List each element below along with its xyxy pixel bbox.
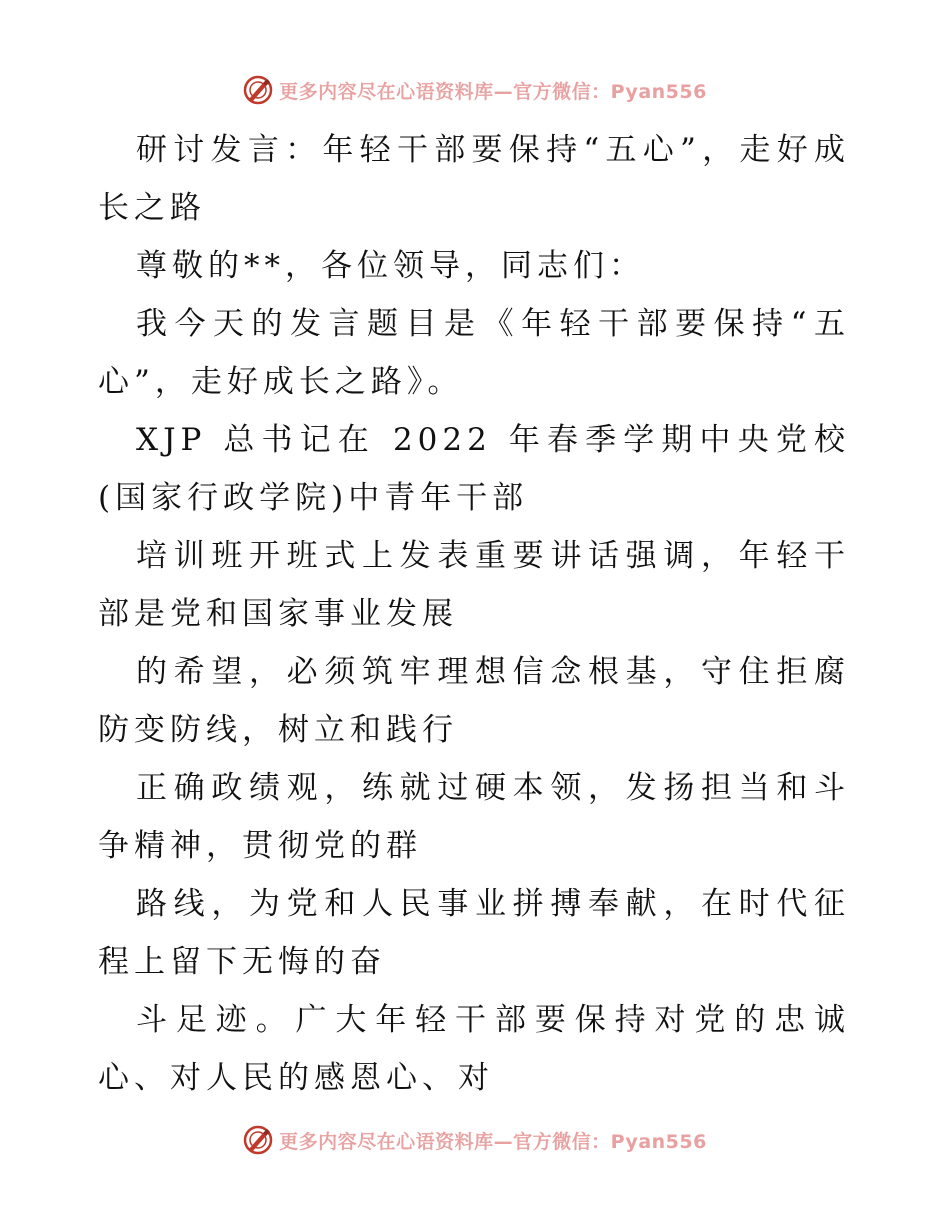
watermark-banner-top bbox=[0, 70, 950, 110]
document-body bbox=[98, 121, 850, 1107]
paragraph: 培训班开班式上发表重要讲话强调，年轻干部是党和国家事业发展 bbox=[98, 538, 850, 632]
paragraph: XJP 总书记在 2022 年春季学期中央党校(国家行政学院)中青年干部 bbox=[98, 422, 850, 516]
watermark-text: 更多内容尽在心语资料库—官方微信：Pyan556 bbox=[279, 80, 707, 103]
paragraph: 的希望，必须筑牢理想信念根基，守住拒腐防变防线，树立和践行 bbox=[98, 654, 850, 748]
paragraph: 我今天的发言题目是《年轻干部要保持“五心”，走好成长之路》。 bbox=[98, 306, 850, 400]
paragraph: 正确政绩观，练就过硬本领，发扬担当和斗争精神，贯彻党的群 bbox=[98, 770, 850, 864]
pen-seal-icon bbox=[243, 1125, 273, 1155]
watermark-banner-bottom bbox=[0, 1120, 950, 1160]
paragraph: 斗足迹。广大年轻干部要保持对党的忠诚心、对人民的感恩心、对 bbox=[98, 1002, 850, 1096]
document-title: 研讨发言：年轻干部要保持“五心”，走好成长之路 bbox=[98, 132, 850, 226]
watermark-text: 更多内容尽在心语资料库—官方微信：Pyan556 bbox=[279, 1130, 707, 1153]
paragraph: 路线，为党和人民事业拼搏奉献，在时代征程上留下无悔的奋 bbox=[98, 886, 850, 980]
pen-seal-icon bbox=[243, 75, 273, 105]
salutation: 尊敬的**，各位领导，同志们： bbox=[136, 248, 645, 284]
